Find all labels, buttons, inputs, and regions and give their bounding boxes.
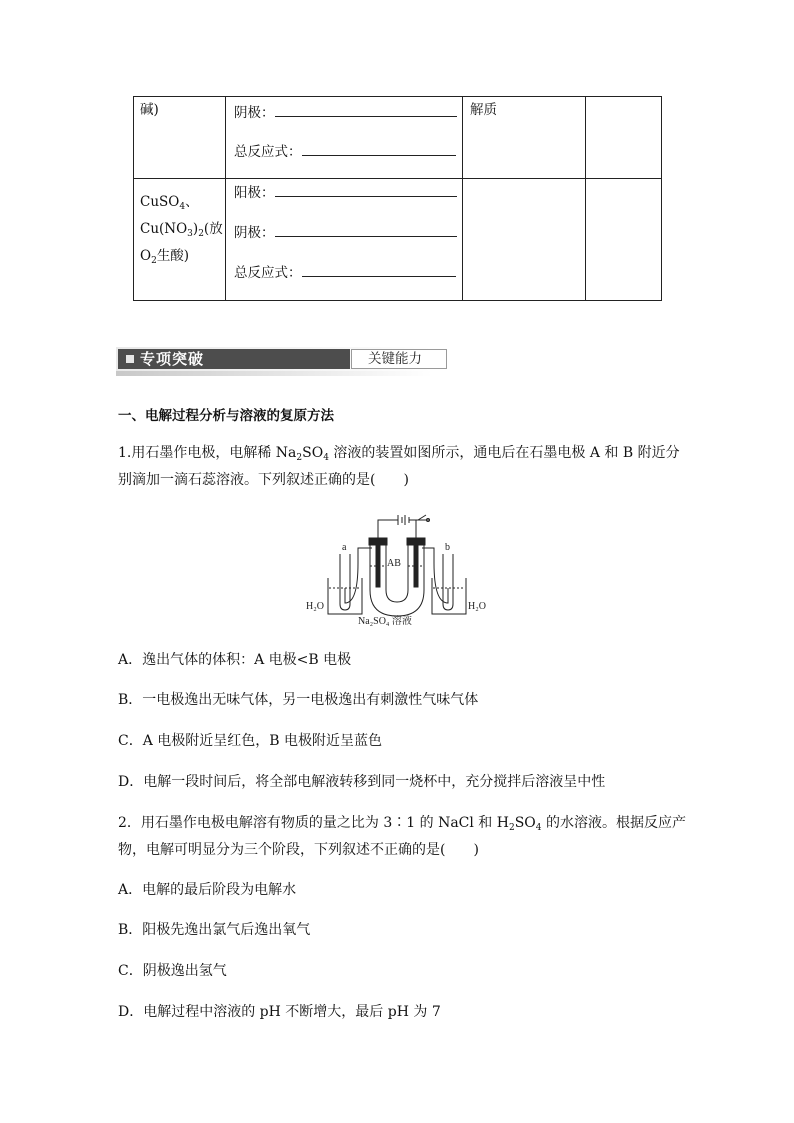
label-solution: Na₂SO₄ 溶液 [358,616,412,627]
table-cell-salt [134,97,226,179]
banner-title: 专项突破 [140,350,205,368]
q2-option-c[interactable]: C．阴极逸出氢气 [118,963,227,979]
answer-blank[interactable] [302,145,456,156]
q1-option-b[interactable]: B．一电极逸出无味气体，另一电极逸出有刺激性气味气体 [118,692,479,708]
section-heading: 一、电解过程分析与溶液的复原方法 [118,408,334,424]
table-cell-equations [226,97,463,179]
table-cell-equations [226,179,463,301]
label-b: b [445,542,450,553]
answer-blank[interactable] [275,226,457,237]
banner-subtitle: 关键能力 [368,351,422,367]
salt-line: CuSO$_4$、 [140,194,199,212]
table-row [134,97,662,179]
label-ab: AB [387,558,401,569]
label-a: a [342,542,347,553]
table-row [134,179,662,301]
salt-text: 碱) [140,102,159,118]
answer-blank[interactable] [302,266,456,277]
q1-option-d[interactable]: D．电解一段时间后，将全部电解液转移到同一烧杯中，充分搅拌后溶液呈中性 [118,774,606,790]
q2-option-d[interactable]: D．电解过程中溶液的 pH 不断增大，最后 pH 为 7 [118,1004,441,1020]
question-2-stem: 2．用石墨作电极电解溶有物质的量之比为 3∶1 的 NaCl 和 $H_2SO_4$ 的水溶液。根据反应产物，电解可明显分为三个阶段，下列叙述不正确的是( ) [118,815,686,858]
total-reaction-line: 总反应式： [234,140,456,160]
total-reaction-line: 总反应式： [234,261,456,281]
salt-line: $Cu(NO_3)_2$(放 [140,221,223,239]
anode-line: 阳极： [234,181,457,201]
q2-option-b[interactable]: B．阳极先逸出氯气后逸出氧气 [118,922,311,938]
table-cell-change: 解质 [463,97,586,179]
cathode-line: 阴极： [234,221,457,241]
section-banner [116,345,432,376]
question-1-stem: 1.用石墨作电极，电解稀 $Na_2SO_4$ 溶液的装置如图所示，通电后在石墨电极 A 和 B 附近分别滴加一滴石蕊溶液。下列叙述正确的是( ) [118,445,680,488]
q2-option-a[interactable]: A．电解的最后阶段为电解水 [118,882,297,898]
q1-option-c[interactable]: C．A 电极附近呈红色，B 电极附近呈蓝色 [118,733,383,749]
answer-blank[interactable] [275,186,457,197]
square-bullet-icon [126,355,134,363]
table-cell-recovery [586,179,662,301]
answer-blank[interactable] [275,106,457,117]
cathode-line: 阴极： [234,101,457,121]
label-right-water: H₂O [468,601,486,612]
label-left-water: H₂O [306,601,324,612]
salt-line: $O_2$生酸) [140,248,190,266]
table-cell-recovery [586,97,662,179]
electrolysis-apparatus-diagram [300,508,500,628]
table-cell-change [463,179,586,301]
q1-option-a[interactable]: A．逸出气体的体积：A 电极<B 电极 [118,652,352,668]
electrolysis-table [133,96,662,301]
table-cell-salt [134,179,226,301]
